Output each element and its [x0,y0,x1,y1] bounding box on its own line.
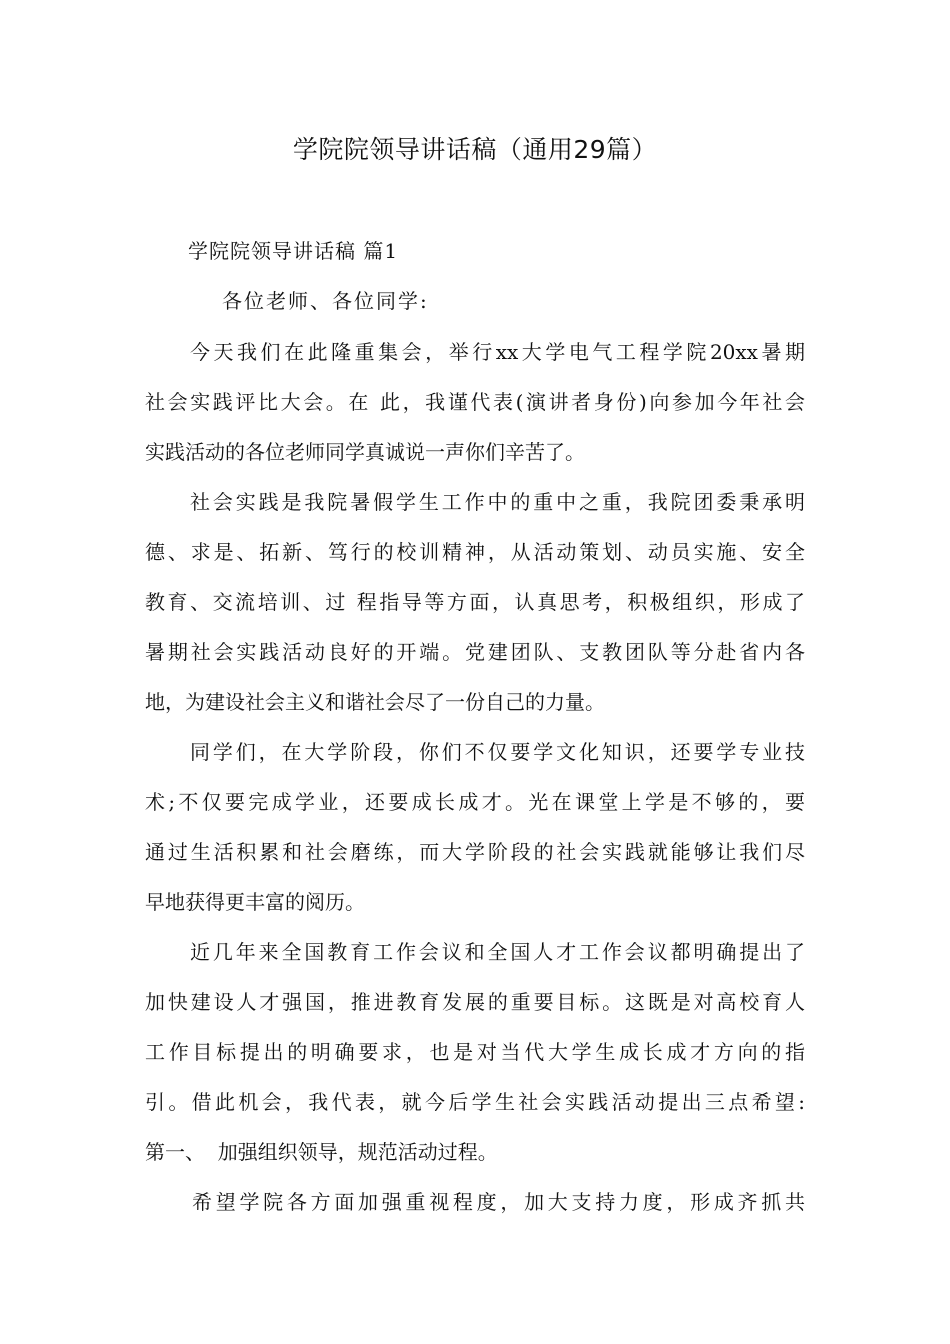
body-line: 近几年来全国教育工作会议和全国人才工作会议都明确提出了 [190,940,805,964]
body-line: 实践活动的各位老师同学真诚说一声你们辛苦了。 [145,440,585,464]
body-line: 社会实践评比大会。在 此，我谨代表(演讲者身份)向参加今年社会 [145,390,805,414]
document-title: 学院院领导讲话稿（通用29篇） [292,135,658,164]
body-line: 术;不仅要完成学业，还要成长成才。光在课堂上学是不够的，要 [145,790,805,814]
body-line: 引。借此机会，我代表，就今后学生社会实践活动提出三点希望: [145,1090,805,1114]
body-line: 第一、 加强组织领导，规范活动过程。 [145,1140,498,1164]
section-heading: 学院院领导讲话稿 篇1 [188,239,399,263]
body-line: 早地获得更丰富的阅历。 [145,890,365,914]
body-line: 加快建设人才强国，推进教育发展的重要目标。这既是对高校育人 [145,990,805,1014]
body-line: 教育、交流培训、过 程指导等方面，认真思考，积极组织，形成了 [145,590,805,614]
body-line: 德、求是、拓新、笃行的校训精神，从活动策划、动员实施、安全 [145,540,805,564]
body-line: 希望学院各方面加强重视程度，加大支持力度，形成齐抓共 [192,1190,805,1214]
body-line: 社会实践是我院暑假学生工作中的重中之重，我院团委秉承明 [190,490,805,514]
body-line: 同学们，在大学阶段，你们不仅要学文化知识，还要学专业技 [190,740,805,764]
body-line: 地，为建设社会主义和谐社会尽了一份自己的力量。 [145,690,605,714]
body-line: 通过生活积累和社会磨练，而大学阶段的社会实践就能够让我们尽 [145,840,805,864]
body-line: 工作目标提出的明确要求，也是对当代大学生成长成才方向的指 [145,1040,805,1064]
salutation: 各位老师、各位同学: [222,289,429,313]
body-line: 暑期社会实践活动良好的开端。党建团队、支教团队等分赴省内各 [145,640,805,664]
body-line: 今天我们在此隆重集会，举行xx大学电气工程学院20xx暑期 [190,340,805,364]
